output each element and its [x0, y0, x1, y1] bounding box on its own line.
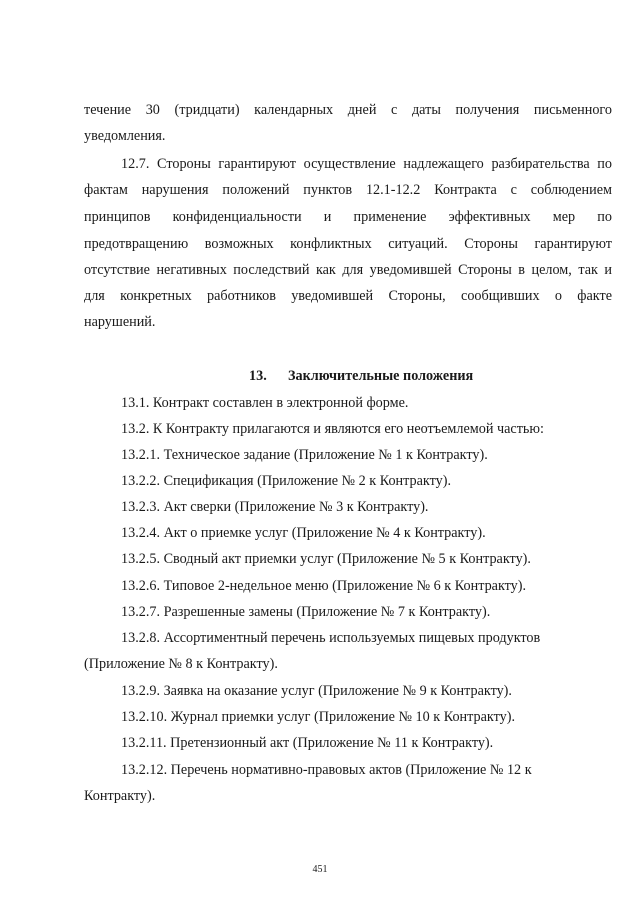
text-line: для конкретных работников уведомившей Стороны, сообщивших о факте: [84, 288, 612, 304]
list-item: 13.2.6. Типовое 2-недельное меню (Приложение № 6 к Контракту).: [121, 578, 527, 594]
text-line: нарушений.: [84, 314, 156, 330]
text-line: предотвращению возможных конфликтных ситуаций. Стороны гарантируют: [84, 236, 612, 252]
text-line: уведомления.: [84, 128, 166, 144]
list-item: 13.2.9. Заявка на оказание услуг (Приложение № 9 к Контракту).: [121, 683, 512, 699]
list-item: 13.2.2. Спецификация (Приложение № 2 к Контракту).: [121, 473, 451, 489]
section-title: Заключительные положения: [288, 368, 474, 384]
list-item: 13.2. К Контракту прилагаются и являются его неотъемлемой частью:: [121, 421, 544, 437]
list-item: 13.2.11. Претензионный акт (Приложение № 11 к Контракту).: [121, 735, 494, 751]
text-line: отсутствие негативных последствий как для уведомившей Стороны в целом, так и: [84, 262, 612, 278]
list-item: 13.2.10. Журнал приемки услуг (Приложение № 10 к Контракту).: [121, 709, 515, 725]
list-item: 13.2.7. Разрешенные замены (Приложение № 7 к Контракту).: [121, 604, 491, 620]
list-item-continuation: (Приложение № 8 к Контракту).: [84, 656, 278, 672]
section-number: 13.: [249, 368, 267, 384]
list-item: 13.2.3. Акт сверки (Приложение № 3 к Контракту).: [121, 499, 429, 515]
list-item: 13.2.4. Акт о приемке услуг (Приложение № 4 к Контракту).: [121, 525, 486, 541]
list-item-continuation: Контракту).: [84, 788, 156, 804]
text-line: 12.7. Стороны гарантируют осуществление надлежащего разбирательства по: [121, 156, 612, 172]
list-item: 13.2.1. Техническое задание (Приложение № 1 к Контракту).: [121, 447, 488, 463]
list-item: 13.2.5. Сводный акт приемки услуг (Приложение № 5 к Контракту).: [121, 551, 531, 567]
list-item: 13.2.12. Перечень нормативно-правовых актов (Приложение № 12 к: [121, 762, 532, 778]
text-line: фактам нарушения положений пунктов 12.1-12.2 Контракта с соблюдением: [84, 182, 612, 198]
list-item: 13.1. Контракт составлен в электронной форме.: [121, 395, 409, 411]
list-item: 13.2.8. Ассортиментный перечень используемых пищевых продуктов: [121, 630, 541, 646]
text-line: течение 30 (тридцати) календарных дней с даты получения письменного: [84, 102, 612, 118]
page-number: 451: [312, 864, 328, 875]
text-line: принципов конфиденциальности и применение эффективных мер по: [84, 209, 612, 225]
